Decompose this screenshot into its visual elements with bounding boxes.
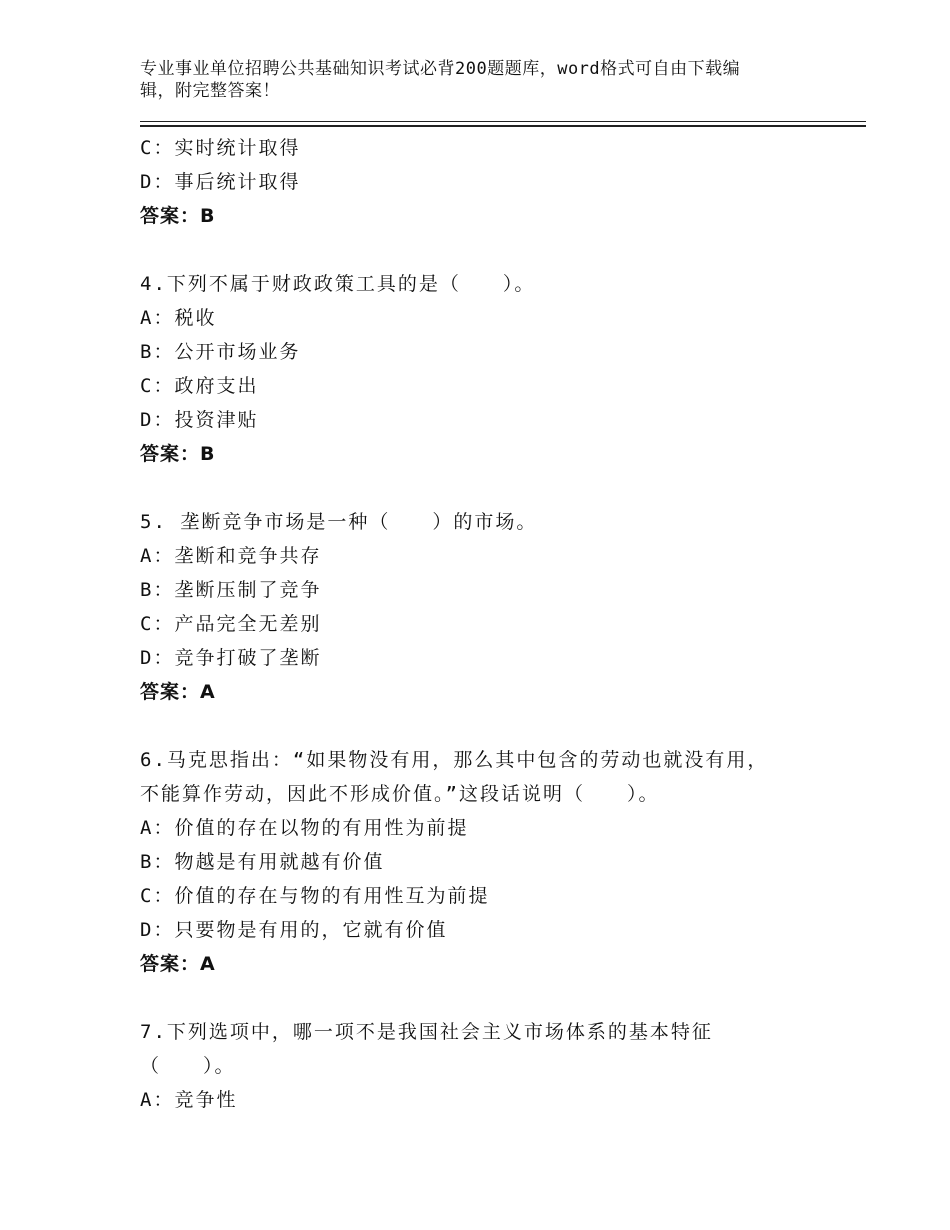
answer-label: 答案：B: [140, 205, 216, 227]
answer-label: 答案：A: [140, 953, 216, 975]
question-3-tail: [140, 131, 840, 233]
option-d: D：投资津贴: [140, 409, 259, 431]
option-c: C：实时统计取得: [140, 137, 301, 159]
spacer: [140, 709, 840, 743]
option-c: C：产品完全无差别: [140, 613, 322, 635]
option-d: D：只要物是有用的，它就有价值: [140, 919, 448, 941]
question-text-line-2: 不能算作劳动，因此不形成价值。”这段话说明（ ）。: [140, 783, 660, 805]
header-divider-thin: [140, 121, 866, 122]
answer-label: 答案：B: [140, 443, 216, 465]
option-a: A：税收: [140, 307, 217, 329]
question-4: [140, 267, 840, 471]
spacer: [140, 233, 840, 267]
question-6: [140, 743, 840, 981]
option-d: D：事后统计取得: [140, 171, 301, 193]
spacer: [140, 471, 840, 505]
document-header: [140, 58, 800, 102]
question-text-line-1: 6.马克思指出：“如果物没有用，那么其中包含的劳动也就没有用，: [140, 749, 769, 771]
option-d: D：竞争打破了垄断: [140, 647, 322, 669]
question-text: 4.下列不属于财政政策工具的是（ ）。: [140, 273, 536, 295]
option-a: A：价值的存在以物的有用性为前提: [140, 817, 469, 839]
option-a: A：竞争性: [140, 1089, 238, 1111]
question-text-line-2: （ ）。: [140, 1055, 236, 1077]
option-b: B：公开市场业务: [140, 341, 301, 363]
option-a: A：垄断和竞争共存: [140, 545, 322, 567]
option-b: B：垄断压制了竞争: [140, 579, 322, 601]
question-5: [140, 505, 840, 709]
question-text-line-1: 7.下列选项中，哪一项不是我国社会主义市场体系的基本特征: [140, 1021, 713, 1043]
header-divider-thick: [140, 125, 866, 127]
spacer: [140, 981, 840, 1015]
question-list: [140, 131, 840, 1117]
option-b: B：物越是有用就越有价值: [140, 851, 385, 873]
question-7: [140, 1015, 840, 1117]
option-c: C：政府支出: [140, 375, 259, 397]
question-text: 5. 垄断竞争市场是一种（ ）的市场。: [140, 511, 538, 533]
answer-label: 答案：A: [140, 681, 216, 703]
header-line-1: 专业事业单位招聘公共基础知识考试必背200题题库，word格式可自由下载编: [140, 59, 741, 79]
option-c: C：价值的存在与物的有用性互为前提: [140, 885, 490, 907]
header-line-2: 辑，附完整答案！: [140, 81, 280, 101]
